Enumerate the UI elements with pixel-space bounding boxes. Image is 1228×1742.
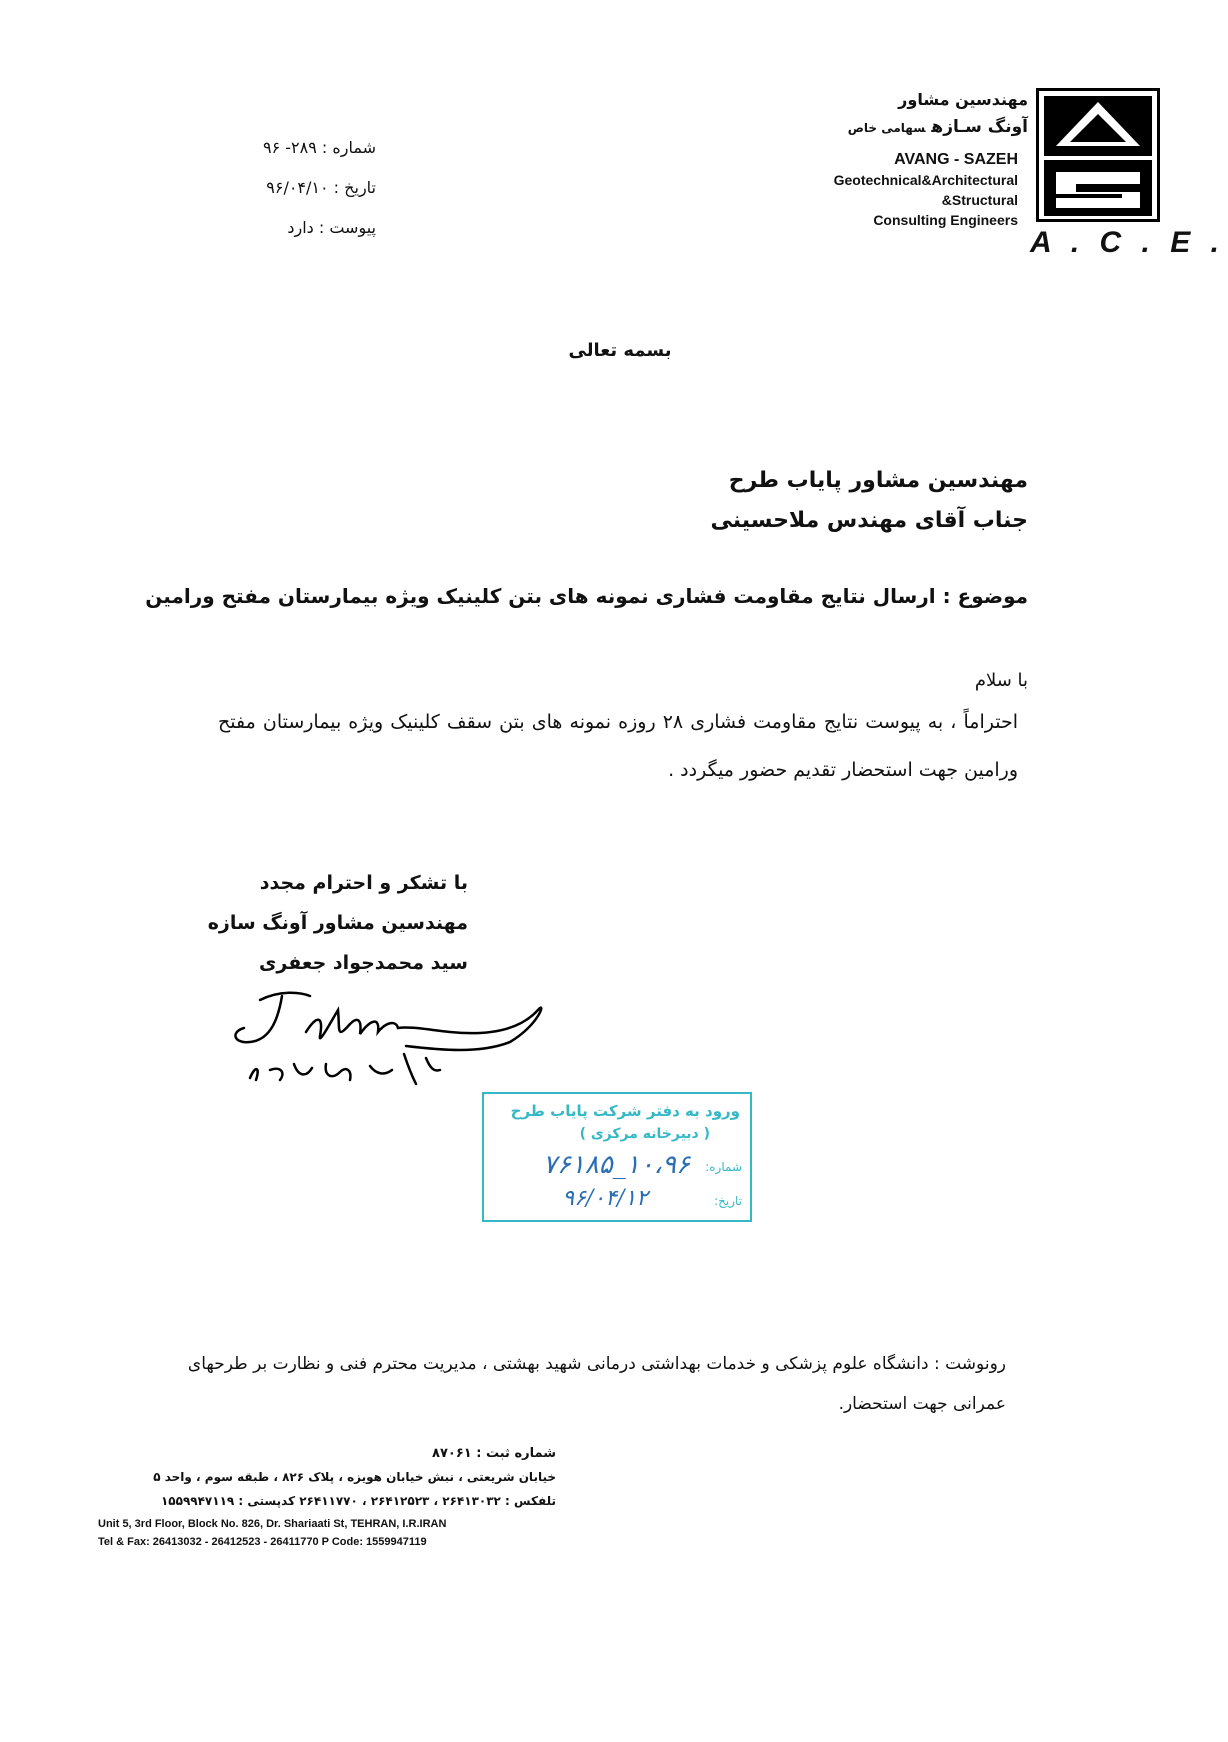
descriptor-line-3: Consulting Engineers bbox=[873, 212, 1018, 228]
company-type: سهامی خاص bbox=[847, 121, 926, 135]
letter-date: تاریخ : ۹۶/۰۴/۱۰ bbox=[266, 178, 376, 197]
company-name-fa bbox=[848, 117, 1028, 137]
consultant-label: مهندسین مشاور bbox=[898, 90, 1028, 109]
footer-address-fa: خیابان شریعتی ، نبش خیابان هویزه ، پلاک ۸۲۶ ، طبقه سوم ، واحد ۵ bbox=[153, 1470, 556, 1484]
addressee-company: مهندسین مشاور پایاب طرح bbox=[728, 468, 1028, 493]
closing-regards: با تشکر و احترام مجدد bbox=[259, 872, 468, 894]
stamp-title: ورود به دفتر شرکت پایاب طرح bbox=[510, 1102, 740, 1120]
descriptor-line-1: Geotechnical&Architectural bbox=[833, 172, 1018, 188]
handwritten-signature bbox=[220, 980, 560, 1090]
stamp-number-value: ۱۰،۹۶_۷۶۱۸۵ bbox=[542, 1150, 690, 1180]
stamp-subtitle: ( دبیرخانه مرکزی ) bbox=[579, 1126, 710, 1142]
footer-address-en: Unit 5, 3rd Floor, Block No. 826, Dr. Shariaati St, TEHRAN, I.R.IRAN bbox=[98, 1518, 447, 1530]
company-name-en-block bbox=[834, 150, 1018, 230]
company-acronym: A . C . E . bbox=[1030, 226, 1225, 259]
footer-phone-fa: تلفکس : ۲۶۴۱۳۰۳۲ ، ۲۶۴۱۲۵۲۳ ، ۲۶۴۱۱۷۷۰ کدپستی : ۱۵۵۹۹۴۷۱۱۹ bbox=[160, 1494, 556, 1508]
addressee-person: جناب آقای مهندس ملاحسینی bbox=[710, 508, 1028, 533]
footer-phone-en: Tel & Fax: 26413032 - 26412523 - 26411770 P Code: 1559947119 bbox=[98, 1536, 427, 1548]
letter-subject: موضوع : ارسال نتایج مقاومت فشاری نمونه های بتن کلینیک ویژه بیمارستان مفتح ورامین bbox=[145, 584, 1028, 608]
stamp-date-label: تاریخ: bbox=[714, 1194, 742, 1208]
receipt-stamp bbox=[482, 1092, 752, 1222]
company-logo bbox=[1036, 88, 1160, 222]
stamp-date-value: ۹۶/۰۴/۱۲ bbox=[562, 1186, 648, 1211]
closing-signatory: سید محمدجواد جعفری bbox=[258, 952, 468, 974]
letter-number: شماره : ۲۸۹- ۹۶ bbox=[262, 138, 376, 157]
stamp-number-label: شماره: bbox=[705, 1160, 742, 1174]
greeting: با سلام bbox=[974, 670, 1028, 691]
footer-registration: شماره ثبت : ۸۷۰۶۱ bbox=[432, 1446, 556, 1461]
closing-company: مهندسین مشاور آونگ سازه bbox=[207, 912, 468, 934]
letter-body: احتراماً ، به پیوست نتایج مقاومت فشاری ۲۸ روزه نمونه های بتن سقف کلینیک ویژه بیمارستان مفتح ورامین جهت استحضار تقدیم حضور میگردد . bbox=[218, 711, 1018, 781]
company-name-fa-text: آونگ سـازه bbox=[931, 117, 1028, 137]
company-name-en: AVANG - SAZEH bbox=[894, 151, 1018, 168]
basmala: بسمه تعالی bbox=[568, 340, 672, 361]
descriptor-line-2: &Structural bbox=[941, 192, 1018, 208]
carbon-copy: رونوشت : دانشگاه علوم پزشکی و خدمات بهداشتی درمانی شهید بهشتی ، مدیریت محترم فنی و نظارت بر طرحهای عمرانی جهت استحضار. bbox=[187, 1354, 1006, 1414]
letter-attachment: پیوست : دارد bbox=[287, 218, 376, 237]
